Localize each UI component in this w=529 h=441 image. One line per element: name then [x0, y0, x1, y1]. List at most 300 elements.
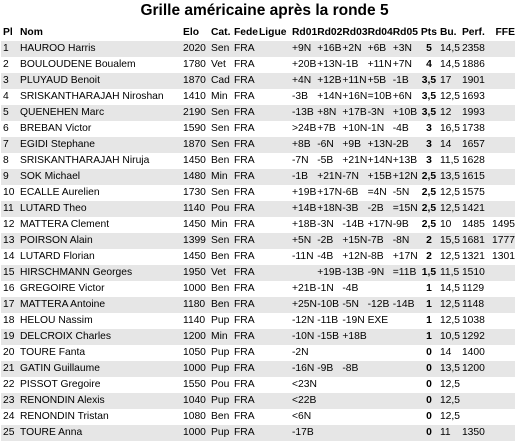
cell-elo: 1000	[183, 361, 211, 377]
cell-fede: FRA	[234, 59, 255, 70]
cell-rd05	[393, 345, 418, 361]
cell-rd05: =11B	[393, 265, 418, 281]
cell-rd01: +21B	[292, 283, 317, 294]
cell-pts: 2,5	[418, 169, 440, 185]
cell-bu: 14,5	[440, 41, 462, 57]
cell-nom: TOURE Fanta	[20, 347, 86, 358]
cell-rd04: -12B	[368, 297, 393, 313]
cell-rd01: +4N	[292, 73, 317, 89]
cell-pl: 12	[3, 219, 15, 230]
cell-rd03	[342, 409, 367, 425]
cell-pl: 1	[1, 41, 18, 57]
cell-pts: 5	[418, 41, 440, 57]
cell-nom: SRISKANTHARAJAH Niroshan	[20, 91, 164, 102]
cell-pl: 15	[1, 265, 18, 281]
cell-cat: Sen	[211, 105, 234, 121]
table-row	[1, 57, 515, 73]
cell-nom: HIRSCHMANN Georges	[18, 265, 183, 281]
cell-rd05: +3N	[393, 41, 418, 57]
cell-rd03: -19N	[342, 315, 365, 326]
cell-rd02: +13N	[317, 59, 343, 70]
cell-pts: 2	[418, 233, 440, 249]
cell-rd04: -2B	[368, 201, 393, 217]
cell-rd02: +21N	[317, 169, 342, 185]
cell-pts: 3,5	[418, 105, 440, 121]
cell-nom: LUTARD Theo	[18, 201, 183, 217]
cell-rd04	[368, 425, 393, 441]
cell-cat: Min	[211, 219, 228, 230]
table-row	[1, 281, 515, 297]
cell-ffe	[490, 393, 515, 409]
cell-pl: 14	[3, 251, 15, 262]
cell-ligue	[259, 345, 292, 361]
cell-pts: 1	[426, 283, 432, 294]
col-header-rd02: Rd02	[317, 27, 343, 38]
cell-elo: 1450	[183, 155, 206, 166]
cell-rd02: +16B	[317, 41, 342, 57]
cell-ffe	[490, 73, 515, 89]
cell-bu: 15,5	[440, 233, 462, 249]
cell-rd02: +7B	[317, 123, 336, 134]
cell-nom: EGIDI Stephane	[18, 137, 183, 153]
cell-rd02: +17N	[317, 187, 343, 198]
cell-elo: 1410	[183, 91, 206, 102]
cell-rd05	[393, 377, 418, 393]
cell-perf: 1350	[462, 425, 490, 441]
cell-rd02: -1N	[317, 283, 334, 294]
cell-rd02: -11B	[317, 315, 339, 326]
cell-ligue	[259, 105, 292, 121]
cell-ffe	[490, 105, 515, 121]
cell-elo: 1590	[183, 123, 206, 134]
cell-ffe: 1301	[492, 251, 515, 262]
cell-cat: Cad	[211, 73, 234, 89]
cell-elo: 1140	[183, 201, 211, 217]
cell-rd04: +6B	[368, 41, 393, 57]
table-row	[1, 393, 515, 409]
cell-rd03	[342, 345, 367, 361]
cell-cat: Vet	[211, 59, 226, 70]
table-row	[1, 137, 515, 153]
cell-ligue	[259, 281, 292, 297]
cell-rd04: +14N	[367, 155, 393, 166]
cell-rd02: +19B	[317, 265, 342, 281]
cell-pts: 3,5	[421, 91, 437, 102]
cell-rd03: +21N	[342, 155, 368, 166]
cell-rd02: -6N	[317, 137, 342, 153]
cell-ffe	[490, 137, 515, 153]
cell-fede: FRA	[234, 219, 255, 230]
cell-pts: 3,5	[418, 73, 440, 89]
cell-ligue	[259, 153, 292, 169]
cell-ligue	[259, 329, 292, 345]
cell-pl: 2	[3, 59, 9, 70]
cell-nom: TOURE Anna	[18, 425, 183, 441]
cell-elo: 2190	[183, 105, 211, 121]
cell-rd01: +18B	[292, 219, 317, 230]
cell-pl: 8	[3, 155, 9, 166]
cell-pl: 25	[1, 425, 18, 441]
cell-ffe	[490, 345, 515, 361]
cell-perf: 1693	[461, 91, 485, 102]
cell-bu: 11	[440, 425, 462, 441]
cell-rd03: -6B	[342, 187, 359, 198]
cell-rd02: -15B	[317, 329, 342, 345]
table-row	[1, 297, 515, 313]
table-row	[1, 377, 515, 393]
cell-ligue	[259, 409, 292, 425]
cell-rd01: +25N	[292, 297, 317, 313]
cell-ligue	[259, 297, 292, 313]
cell-elo: 1450	[183, 219, 206, 230]
cell-rd01: -3B	[292, 91, 309, 102]
col-header-bu: Bu.	[439, 27, 457, 38]
cell-rd04: +15B	[368, 169, 393, 185]
cell-rd02: +8N	[317, 105, 342, 121]
cell-rd04: -8B	[367, 251, 384, 262]
cell-ligue	[259, 377, 292, 393]
cell-rd01: >24B	[292, 123, 317, 134]
cell-cat: Sen	[211, 41, 234, 57]
cell-ffe	[490, 57, 515, 73]
cell-rd02: -5B	[317, 155, 334, 166]
cell-perf: 1628	[461, 155, 485, 166]
cell-pl: 9	[1, 169, 18, 185]
cell-bu: 10,5	[440, 329, 462, 345]
cell-rd01: +20B	[292, 59, 317, 70]
cell-cat: Pou	[211, 201, 234, 217]
cell-ffe	[490, 41, 515, 57]
cell-rd05	[393, 313, 418, 329]
cell-pts: 1,5	[418, 265, 440, 281]
cell-fede: FRA	[234, 329, 259, 345]
col-header-pts: Pts	[420, 27, 437, 38]
cell-fede: FRA	[234, 315, 255, 326]
cell-pl: 4	[3, 91, 9, 102]
cell-pts: 2,5	[421, 187, 437, 198]
cell-ffe	[490, 329, 515, 345]
table-row	[1, 345, 515, 361]
cell-rd05	[393, 425, 418, 441]
cell-rd05: +12N	[393, 169, 418, 185]
cell-cat: Vet	[211, 265, 234, 281]
cell-cat: Pup	[211, 361, 234, 377]
cell-pts: 3	[426, 123, 432, 134]
cell-perf: 1292	[462, 329, 490, 345]
cell-pl: 16	[3, 283, 15, 294]
cell-nom: GREGOIRE Victor	[20, 283, 105, 294]
cell-nom: RENONDIN Alexis	[18, 393, 183, 409]
cell-fede: FRA	[234, 425, 259, 441]
cell-fede: FRA	[234, 379, 255, 390]
cell-perf: 1657	[462, 137, 490, 153]
cell-rd01: <6N	[292, 411, 312, 422]
cell-ffe	[490, 169, 515, 185]
cell-cat: Min	[211, 329, 234, 345]
cell-ligue	[259, 425, 292, 441]
cell-fede: FRA	[234, 169, 259, 185]
cell-bu: 12,5	[439, 411, 460, 422]
cell-ligue	[259, 57, 292, 73]
cell-rd04: -7B	[368, 233, 393, 249]
cell-elo: 1450	[183, 251, 206, 262]
table-row	[1, 313, 515, 329]
cell-rd02: -10B	[317, 297, 342, 313]
cell-elo: 1050	[183, 347, 206, 358]
cell-elo: 1040	[183, 393, 211, 409]
cell-fede: FRA	[234, 265, 259, 281]
cell-pts: 2,5	[418, 201, 440, 217]
cell-ffe	[490, 313, 515, 329]
cell-rd04: +13N	[368, 137, 393, 153]
cell-pts: 0	[426, 411, 432, 422]
table-row	[1, 121, 515, 137]
cell-rd01: -2N	[292, 347, 309, 358]
cell-elo: 1399	[183, 233, 211, 249]
cell-rd01: +8B	[292, 137, 317, 153]
table-row	[1, 105, 515, 121]
cell-ligue	[259, 313, 292, 329]
cell-nom: SRISKANTHARAJAH Niruja	[20, 155, 150, 166]
cell-nom: MATTERA Antoine	[18, 297, 183, 313]
table-header-row	[1, 25, 515, 41]
cell-rd02: +12B	[317, 73, 342, 89]
cell-fede: FRA	[234, 393, 259, 409]
cell-rd05	[393, 361, 418, 377]
cell-rd03: +12N	[342, 251, 368, 262]
cell-rd04: +11N	[367, 59, 392, 70]
cell-rd01: +9N	[292, 41, 317, 57]
cell-bu: 14,5	[439, 59, 460, 70]
col-header-pl: Pl	[3, 27, 13, 38]
table-row	[1, 169, 515, 185]
cell-fede: FRA	[234, 347, 255, 358]
cell-rd03: +16N	[342, 91, 368, 102]
cell-pl: 22	[3, 379, 15, 390]
cell-rd04: +5B	[368, 73, 393, 89]
cell-pl: 5	[1, 105, 18, 121]
cell-pts: 0	[418, 393, 440, 409]
cell-perf: 1038	[461, 315, 485, 326]
cell-rd02	[317, 409, 342, 425]
cell-ligue	[259, 169, 292, 185]
cell-pl: 24	[3, 411, 15, 422]
cell-perf: 1738	[461, 123, 485, 134]
cell-elo: 1200	[183, 329, 211, 345]
cell-rd01: -1B	[292, 169, 317, 185]
cell-fede: FRA	[234, 137, 259, 153]
col-header-nom: Nom	[20, 27, 43, 38]
cell-perf: 1901	[462, 73, 490, 89]
cell-ligue	[259, 73, 292, 89]
cell-rd04	[368, 281, 393, 297]
cell-rd04: -1N	[367, 123, 385, 134]
cell-cat: Min	[211, 169, 234, 185]
cell-elo: 1730	[183, 187, 206, 198]
cell-nom: HELOU Nassim	[20, 315, 93, 326]
cell-rd01: -17B	[292, 425, 317, 441]
cell-rd01: -13B	[292, 105, 317, 121]
cell-cat: Ben	[211, 297, 234, 313]
cell-rd02: -3N	[317, 219, 334, 230]
cell-rd03: -13B	[342, 265, 367, 281]
cell-rd05: -9B	[392, 219, 409, 230]
cell-rd05: +10B	[393, 105, 418, 121]
cell-rd04: =4N	[367, 187, 387, 198]
cell-rd04	[368, 393, 393, 409]
cell-elo: 1780	[183, 59, 206, 70]
cell-fede: FRA	[234, 411, 255, 422]
cell-rd01: +14B	[292, 201, 317, 217]
cell-rd03: +9B	[342, 137, 367, 153]
cell-nom: DELCROIX Charles	[18, 329, 183, 345]
cell-rd01: -12N	[292, 315, 315, 326]
cell-rd01: +5N	[292, 233, 317, 249]
cell-rd05: =15N	[393, 201, 418, 217]
cell-ligue	[259, 233, 292, 249]
cell-pl: 17	[1, 297, 18, 313]
cell-pts: 4	[426, 59, 432, 70]
cell-elo: 1950	[183, 265, 211, 281]
cell-bu: 12,5	[440, 393, 462, 409]
cell-perf: 2358	[462, 41, 490, 57]
cell-rd04: =10B	[367, 91, 392, 102]
cell-bu: 16,5	[439, 123, 460, 134]
cell-pts: 0	[426, 347, 432, 358]
cell-rd02: -4B	[317, 251, 334, 262]
cell-rd01: <23N	[292, 379, 317, 390]
cell-bu: 13,5	[440, 169, 462, 185]
cell-fede: FRA	[234, 73, 259, 89]
cell-pts: 1	[426, 315, 432, 326]
cell-cat: Sen	[211, 137, 234, 153]
cell-rd03: +10N	[342, 123, 368, 134]
cell-rd05	[393, 281, 418, 297]
cell-rd03: -4B	[342, 283, 359, 294]
cell-ffe	[490, 281, 515, 297]
col-header-rd04: Rd04	[367, 27, 393, 38]
cell-rd05: -8N	[393, 233, 418, 249]
cell-bu: 12,5	[439, 251, 460, 262]
cell-rd05: +13B	[392, 155, 418, 166]
cell-perf: 1148	[462, 297, 490, 313]
cell-fede: FRA	[234, 251, 255, 262]
cell-fede: FRA	[234, 187, 255, 198]
cell-pts: 0	[418, 425, 440, 441]
cell-perf: 1421	[462, 201, 490, 217]
cell-pts: 1	[418, 297, 440, 313]
cell-ffe	[490, 201, 515, 217]
cell-elo: 1870	[183, 73, 211, 89]
cell-rd01: -10N	[292, 329, 317, 345]
cell-rd01: -11N	[292, 251, 314, 262]
cell-elo: 1480	[183, 169, 211, 185]
cell-cat: Ben	[211, 283, 230, 294]
cell-fede: FRA	[234, 283, 255, 294]
cell-fede: FRA	[234, 297, 259, 313]
cell-elo: 1140	[183, 315, 206, 326]
cell-nom: ECALLE Aurelien	[20, 187, 100, 198]
cell-bu: 11,5	[439, 155, 460, 166]
cell-rd02: -9B	[317, 361, 342, 377]
cell-pts: 2,5	[421, 219, 437, 230]
cell-elo: 1000	[183, 283, 206, 294]
cell-fede: FRA	[234, 155, 255, 166]
cell-nom: BOULOUDENE Boualem	[20, 59, 136, 70]
cell-ffe	[490, 121, 515, 137]
cell-perf: 1886	[461, 59, 485, 70]
cell-bu: 12,5	[440, 297, 462, 313]
cell-rd03: +15N	[342, 233, 367, 249]
cell-rd05	[393, 329, 418, 345]
cell-rd02	[317, 345, 342, 361]
cell-rd03: +18B	[342, 329, 367, 345]
cell-rd02	[317, 425, 342, 441]
cell-nom: PISSOT Gregoire	[20, 379, 101, 390]
cell-cat: Pup	[211, 315, 230, 326]
cell-fede: FRA	[234, 123, 255, 134]
cell-rd04	[368, 329, 393, 345]
cell-ffe	[490, 89, 515, 105]
col-header-elo: Elo	[183, 27, 200, 38]
cell-ligue	[259, 217, 292, 233]
cell-fede: FRA	[234, 91, 255, 102]
cell-ffe	[490, 361, 515, 377]
cell-cat: Ben	[211, 155, 230, 166]
cell-nom: POIRSON Alain	[18, 233, 183, 249]
cell-ligue	[259, 185, 292, 201]
cell-rd03: -8B	[342, 361, 367, 377]
cell-rd05: -5N	[392, 187, 410, 198]
cell-ligue	[259, 201, 292, 217]
cell-pl: 23	[1, 393, 18, 409]
cell-elo: 1870	[183, 137, 211, 153]
cell-nom: LUTARD Florian	[20, 251, 95, 262]
table-row	[1, 249, 515, 265]
table-row	[1, 89, 515, 105]
cell-perf	[462, 377, 490, 393]
cell-rd01: -16N	[292, 361, 317, 377]
table-body	[1, 41, 515, 441]
cell-rd02: +14N	[317, 91, 343, 102]
cell-rd03: +11N	[342, 73, 367, 89]
cell-rd04: -3N	[368, 105, 393, 121]
col-header-rd01: Rd01	[292, 27, 318, 38]
cell-perf: 1615	[462, 169, 490, 185]
cell-bu: 14	[439, 347, 452, 358]
cell-perf: 1510	[462, 265, 490, 281]
cell-nom: QUENEHEN Marc	[18, 105, 183, 121]
cell-rd03: -14B	[342, 219, 365, 230]
cell-ffe	[490, 265, 515, 281]
cell-pts: 2	[426, 251, 432, 262]
cell-perf	[462, 393, 490, 409]
cell-bu: 17	[440, 73, 462, 89]
cell-cat: Pup	[211, 393, 234, 409]
cell-nom: GATIN Guillaume	[18, 361, 183, 377]
cell-rd03: +17B	[342, 105, 367, 121]
standings-table	[1, 25, 515, 441]
col-header-ligue: Ligue	[259, 27, 287, 38]
table-row	[1, 41, 515, 57]
page-title: Grille américaine après la ronde 5	[140, 2, 389, 19]
cell-rd01	[292, 265, 317, 281]
cell-pts: 0	[426, 379, 432, 390]
table-row	[1, 409, 515, 425]
cell-nom: MATTERA Clement	[20, 219, 110, 230]
cell-bu: 13,5	[440, 361, 462, 377]
cell-ligue	[259, 89, 292, 105]
